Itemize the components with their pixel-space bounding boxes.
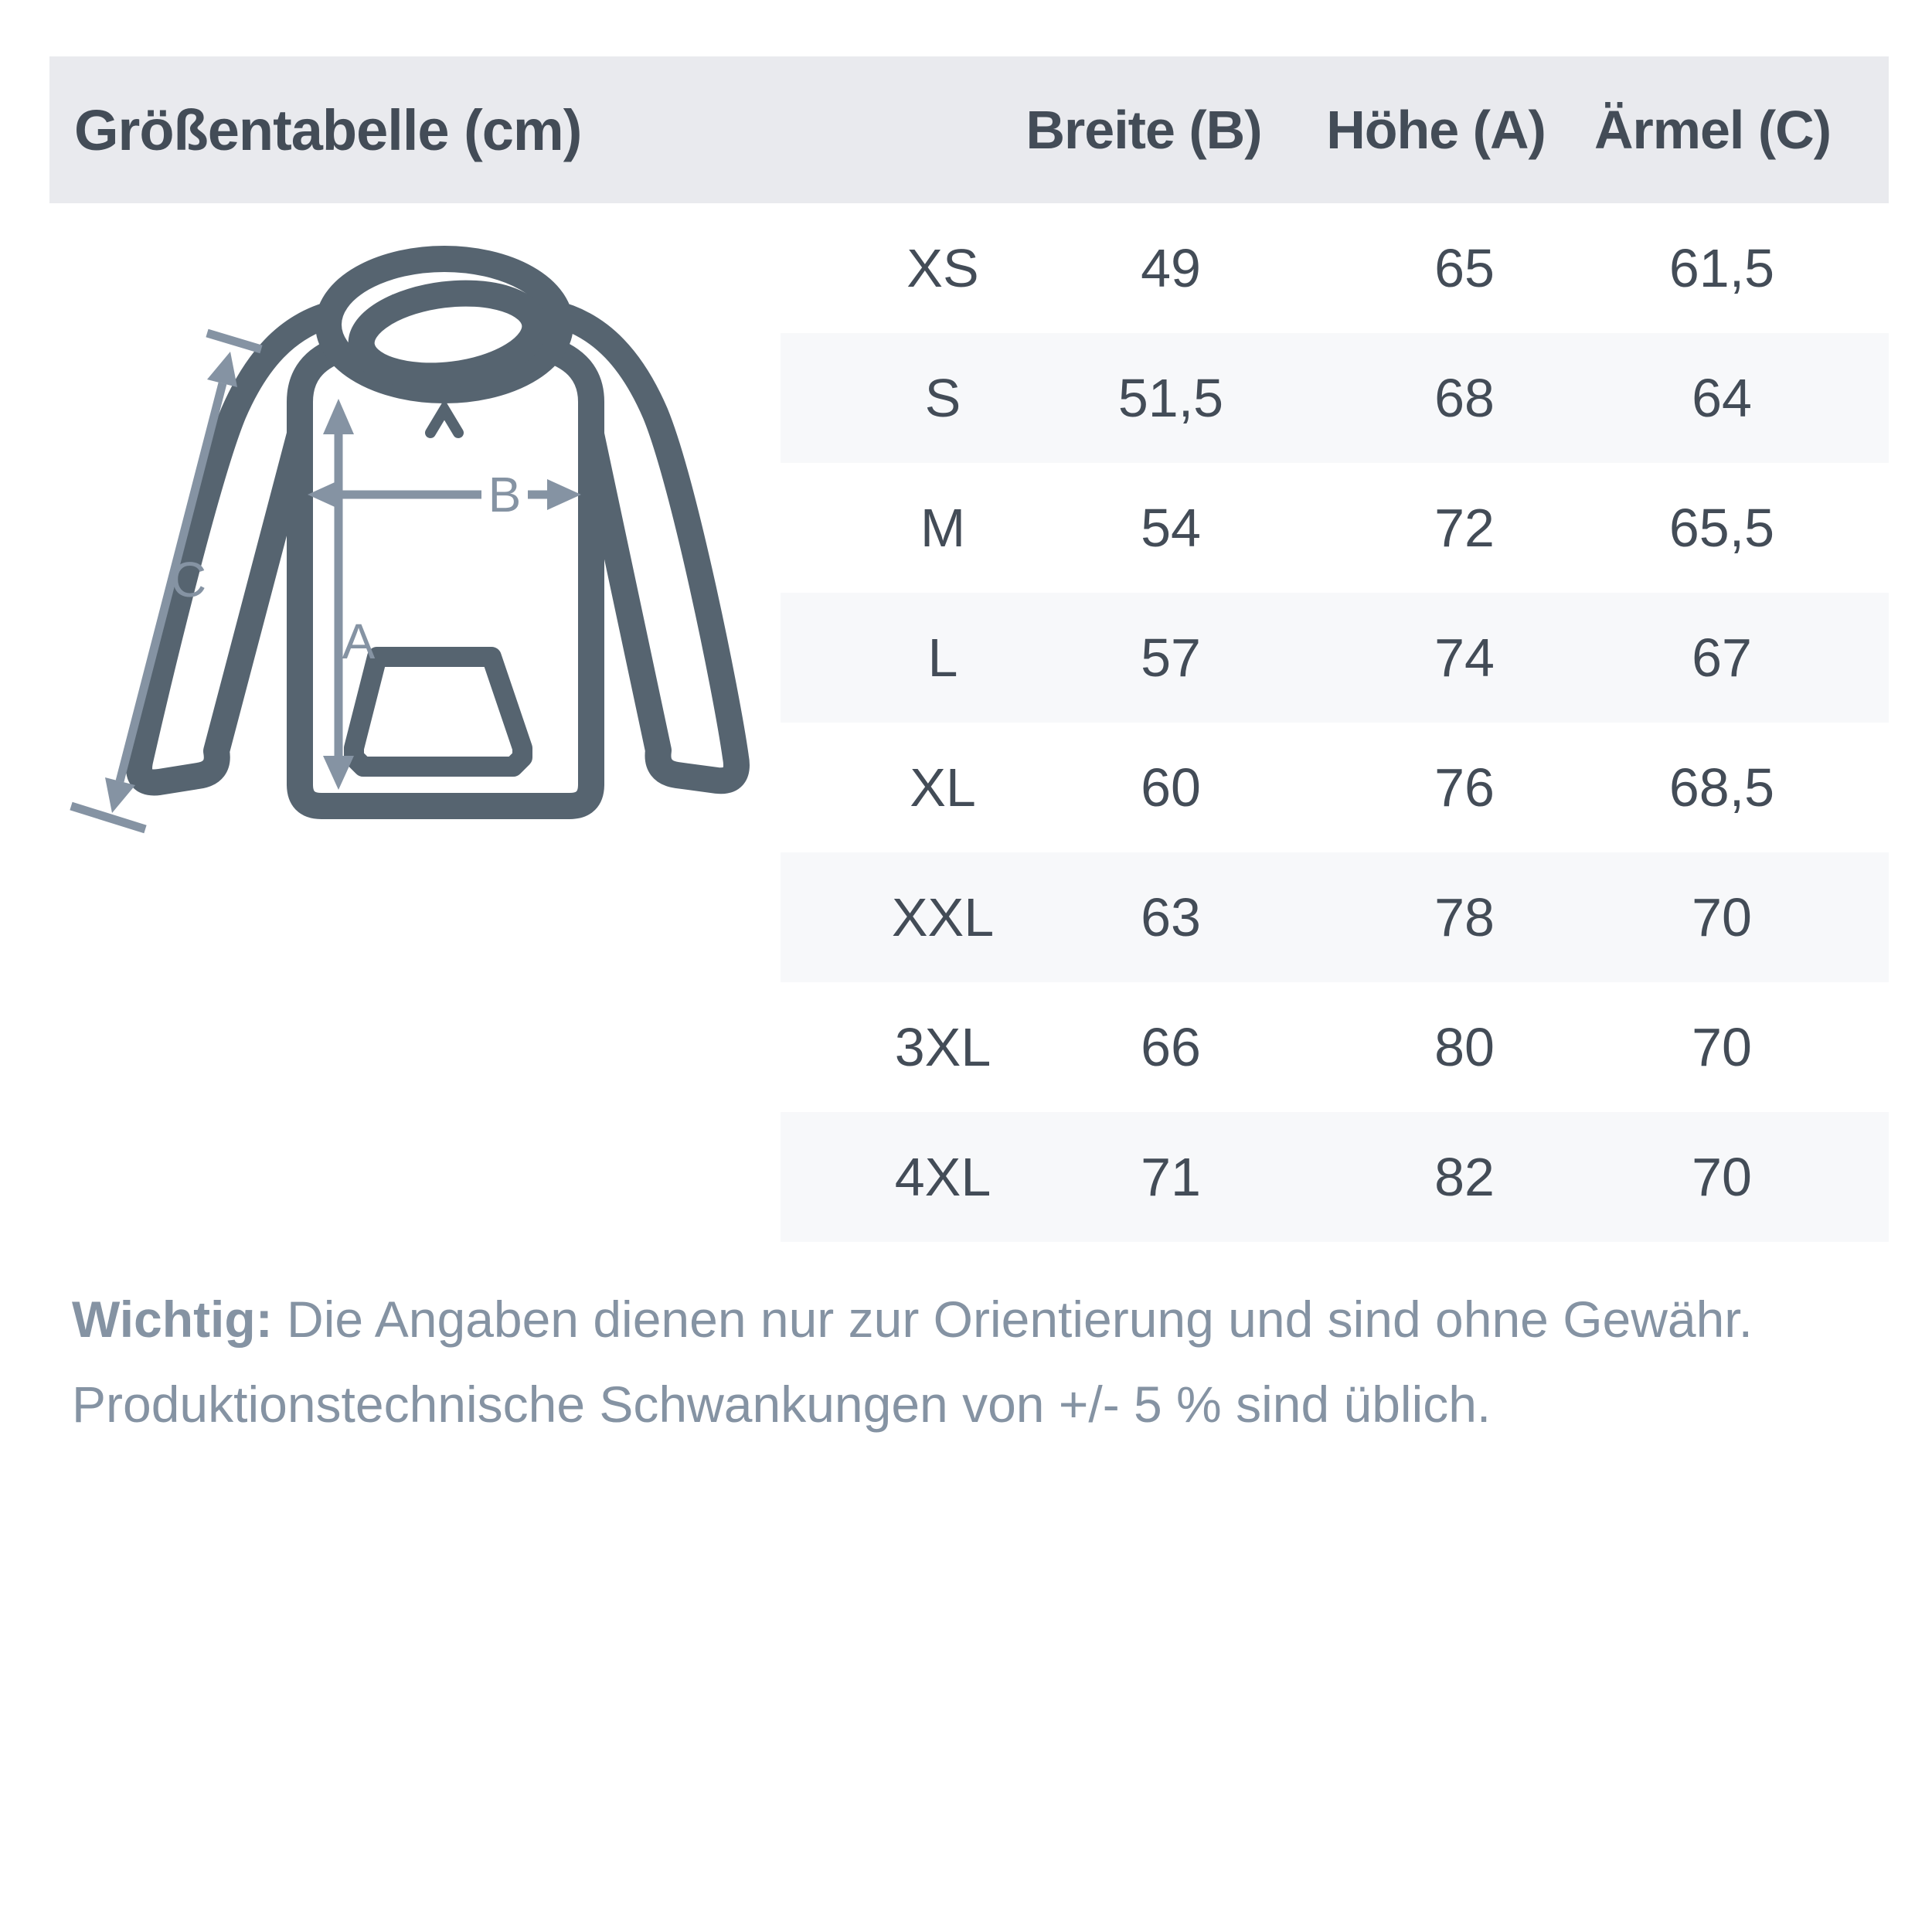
table-header-bar: [49, 56, 1889, 203]
disclaimer-note: [72, 1277, 1842, 1447]
table-row-3xl: [781, 982, 1889, 1112]
aermel-value: 67: [1692, 628, 1752, 688]
disclaimer-line2: Produktionstechnische Schwankungen von +/- 5 % sind üblich.: [72, 1376, 1492, 1433]
size-label: 3XL: [894, 1017, 992, 1077]
page-title: Größentabelle (cm): [74, 97, 582, 162]
aermel-value: 70: [1692, 1017, 1752, 1077]
disclaimer-line1: Die Angaben dienen nur zur Orientierung und sind ohne Gewähr.: [287, 1291, 1753, 1348]
hoodie-drawing-svg: [62, 209, 796, 889]
size-label: XS: [906, 238, 979, 298]
table-row-xl: [781, 723, 1889, 852]
hoehe-value: 80: [1434, 1017, 1495, 1077]
label-c: C: [170, 552, 207, 607]
size-label: S: [924, 368, 961, 428]
breite-value: 57: [1141, 628, 1201, 688]
arrow-a-head-bottom: [323, 756, 354, 790]
breite-value: 54: [1141, 498, 1201, 558]
hoehe-value: 65: [1434, 238, 1495, 298]
arrow-a-head-top: [323, 399, 354, 434]
table-row-l: [781, 593, 1889, 723]
hoehe-value: 82: [1434, 1147, 1495, 1207]
hoehe-value: 76: [1434, 757, 1495, 818]
table-row-s: [781, 333, 1889, 463]
size-label: 4XL: [894, 1147, 992, 1207]
breite-value: 60: [1141, 757, 1201, 818]
table-row-4xl: [781, 1112, 1889, 1242]
hoehe-value: 68: [1434, 368, 1495, 428]
column-header-hoehe: Höhe (A): [1326, 100, 1546, 160]
size-label: M: [920, 498, 966, 558]
arrow-b-head-right: [547, 479, 581, 510]
breite-value: 66: [1141, 1017, 1201, 1077]
size-table: [781, 203, 1889, 1242]
table-row-m: [781, 463, 1889, 593]
aermel-value: 70: [1692, 887, 1752, 947]
column-header-breite: Breite (B): [1026, 100, 1262, 160]
arrow-c-tick-bottom: [71, 806, 145, 829]
breite-value: 49: [1141, 238, 1201, 298]
size-label: XXL: [891, 887, 995, 947]
size-label: XL: [910, 757, 976, 818]
aermel-value: 65,5: [1668, 498, 1775, 558]
hoehe-value: 78: [1434, 887, 1495, 947]
aermel-value: 68,5: [1668, 757, 1775, 818]
aermel-value: 70: [1692, 1147, 1752, 1207]
hoodie-diagram: [62, 209, 796, 889]
column-header-aermel: Ärmel (C): [1594, 100, 1832, 160]
size-label: L: [927, 628, 958, 688]
disclaimer-label: Wichtig:: [72, 1291, 273, 1348]
breite-value: 51,5: [1117, 368, 1224, 428]
hoehe-value: 74: [1434, 628, 1495, 688]
breite-value: 63: [1141, 887, 1201, 947]
table-row-xs: [781, 203, 1889, 333]
table-row-xxl: [781, 852, 1889, 982]
label-b: B: [488, 467, 522, 522]
hood-inner: [357, 284, 540, 386]
aermel-value: 64: [1692, 368, 1752, 428]
arrow-c-head-top: [207, 352, 237, 387]
pocket: [354, 657, 522, 767]
breite-value: 71: [1141, 1147, 1201, 1207]
hoehe-value: 72: [1434, 498, 1495, 558]
label-a: A: [342, 614, 376, 669]
arrow-c-tick-top: [207, 333, 261, 349]
aermel-value: 61,5: [1668, 238, 1775, 298]
